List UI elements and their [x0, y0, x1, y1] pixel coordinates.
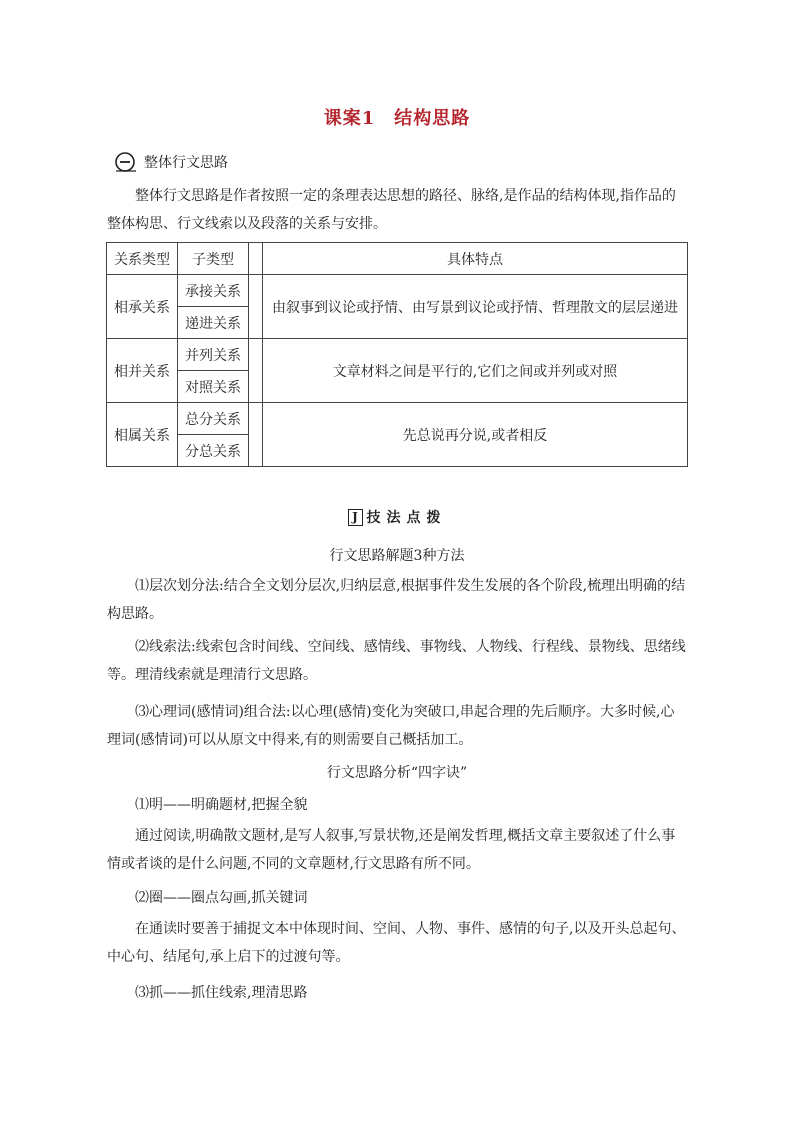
intro-paragraph: 整体行文思路是作者按照一定的条理表达思想的路径、脉络,是作品的结构体现,指作品的整体构思、行文线索以及段落的关系与安排。 — [107, 188, 676, 232]
four-item-title: ⑴明——明确题材,把握全貌 — [135, 797, 308, 813]
subtype-cell: 并列关系 — [178, 339, 249, 371]
technique-banner — [0, 506, 794, 527]
four-item-body: 通过阅读,明确散文题材,是写人叙事,写景状物,还是阐发哲理,概括文章主要叙述了什么事情或者谈的是什么问题,不同的文章题材,行文思路有所不同。 — [107, 828, 676, 872]
header-cell: 具体特点 — [263, 243, 688, 275]
feature-cell: 文章材料之间是平行的,它们之间或并列或对照 — [263, 339, 688, 403]
subtype-cell: 分总关系 — [178, 435, 249, 467]
relation-table — [106, 242, 688, 467]
four-item-title: ⑶抓——抓住线索,理清思路 — [135, 985, 308, 1001]
subtype-cell: 总分关系 — [178, 403, 249, 435]
j-letter-icon: J — [348, 509, 363, 526]
subtype-cell: 承接关系 — [178, 275, 249, 307]
table-row — [107, 275, 688, 307]
header-cell: 关系类型 — [107, 243, 178, 275]
subtype-cell: 对照关系 — [178, 371, 249, 403]
type-cell: 相属关系 — [107, 403, 178, 467]
section-title: 整体行文思路 — [144, 155, 228, 171]
method-item: ⑵线索法:线索包含时间线、空间线、感情线、事物线、人物线、行程线、景物线、思绪线等。理清线索就是理清行文思路。 — [107, 639, 686, 683]
feature-cell: 由叙事到议论或抒情、由写景到议论或抒情、哲理散文的层层递进 — [263, 275, 688, 339]
table-row — [107, 403, 688, 435]
technique-label: 技法点拨 — [366, 510, 447, 526]
table-header-row — [107, 243, 688, 275]
method-item: ⑶心理词(感情词)组合法:以心理(感情)变化为突破口,串起合理的先后顺序。大多时候,心理词(感情词)可以从原文中得来,有的则需要自己概括加工。 — [107, 704, 675, 748]
four-char-heading: 行文思路分析“四字诀” — [326, 765, 468, 781]
methods-heading: 行文思路解题3种方法 — [329, 548, 465, 564]
section-number-icon — [114, 150, 138, 174]
four-item-body: 在通读时要善于捕捉文本中体现时间、空间、人物、事件、感情的句子,以及开头总起句、中心句、结尾句,承上启下的过渡句等。 — [107, 921, 686, 965]
type-cell: 相承关系 — [107, 275, 178, 339]
header-cell: 子类型 — [178, 243, 249, 275]
type-cell: 相并关系 — [107, 339, 178, 403]
section-heading — [114, 148, 228, 176]
method-item: ⑴层次划分法:结合全文划分层次,归纳层意,根据事件发生发展的各个阶段,梳理出明确的结构思路。 — [107, 578, 686, 622]
table-row — [107, 339, 688, 371]
feature-cell: 先总说再分说,或者相反 — [263, 403, 688, 467]
subtype-cell: 递进关系 — [178, 307, 249, 339]
four-item-title: ⑵圈——圈点勾画,抓关键词 — [135, 890, 308, 906]
page-title: 课案1 结构思路 — [323, 108, 471, 129]
